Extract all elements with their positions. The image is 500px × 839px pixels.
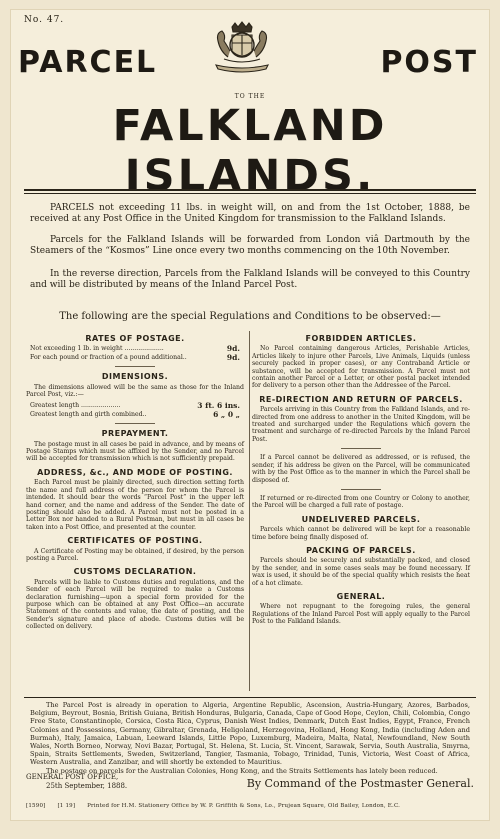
redirection-text-3: If returned or re-directed from one Country or Colony to another, the Parcel will be charged a full rate of postage. <box>252 494 470 510</box>
command-line: By Command of the Postmaster General. <box>246 777 474 790</box>
dimension-row-1 <box>26 402 244 409</box>
footer-divider <box>24 697 476 698</box>
dimension-2-value: 6 „ 0 „ <box>213 409 240 419</box>
packing-heading: PACKING OF PARCELS. <box>306 545 416 555</box>
section-rule <box>341 448 381 449</box>
redirection-text-1: Parcels arriving in this Country from the Falkland Islands, and re-directed from one address to another in the United Kingdom, will be treated and surcharged under the Regulations which govern the treatment and surcharge of re-directed Parcels by the Inland Parcel Post. <box>252 406 470 443</box>
header-divider <box>24 189 476 191</box>
poster-number: No. 47. <box>24 15 65 25</box>
prepayment-text: The postage must in all cases be paid in advance, and by means of Postage Stamps which must be affixed by the Sender, and no Parcel will be accepted for transmission which is not sufficiently prepaid. <box>26 440 244 463</box>
royal-coat-of-arms-icon <box>202 21 282 73</box>
dimension-2-label: Greatest length and girth combined.. <box>30 410 147 418</box>
intro-paragraph-1: PARCELS not exceeding 11 lbs. in weight will, on and from the 1st October, 1888, be received at any Post Office in the United Kingdom for transmission to the Falkland Islands. <box>30 203 470 224</box>
section-rule <box>115 423 155 424</box>
dimension-row-2 <box>26 411 244 418</box>
left-column <box>26 329 244 635</box>
prepayment-heading: PREPAYMENT. <box>101 429 169 439</box>
office-date: 25th September, 1888. <box>46 781 128 790</box>
dimensions-text: The dimensions allowed will be the same as those for the Inland Parcel Post, viz.:— <box>26 383 244 399</box>
certificates-heading: CERTIFICATES OF POSTING. <box>67 536 203 546</box>
address-text: Each Parcel must be plainly directed, such direction setting forth the name and full address of the person for whom the Parcel is intended. It should bear the words “Parcel Post” in the upper left hand corner, and the name and address of the Sender. The date of posting should also be added. A Parcel must not be posted in a Letter Box nor handed to a Rural Postman, but must in all cases be taken into a Post Office, and presented at the counter. <box>26 479 244 531</box>
rates-heading: RATES OF POSTAGE. <box>85 334 185 343</box>
undelivered-text: Parcels which cannot be delivered will be kept for a reasonable time before being finally disposed of. <box>252 526 470 541</box>
imprint-line <box>26 803 410 809</box>
customs-heading: CUSTOMS DECLARATION. <box>73 567 197 577</box>
header-divider-thin <box>24 193 476 194</box>
regulations-heading: The following are the special Regulations and Conditions to be observed:— <box>59 311 441 322</box>
countries-text: The Parcel Post is already in operation to Algeria, Argentine Republic, Ascension, Austria-Hungary, Azores, Barbados, Belgium, Beyrout, Bosnia, British Guiana, British Honduras, Bulgaria, Canada, Cape of Good Hope, Ceylon, Chili, Colombia, Congo Free State, Constantinople, Corsica, Costa Rica, Cyprus, Danish West Indies, Denmark, Dutch East Indies, Egypt, France, French Colonies and Possessions, Germany, Gibraltar, Grenada, Heligoland, Herzegovina, Holland, Hong Kong, India (including Aden and Burmah), Italy, Jamaica, Labuan, Leeward Islands, Little Popo, Luxemburg, Madeira, Malta, Natal, Newfoundland, New South Wales, North Borneo, Norway, Novi Bazar, Portugal, St. Helena, St. Lucia, St. Vincent, Sarawak, Servia, South Australia, Smyrna, Spain, Straits Settlements, Sweden, Switzerland, Tangier, Tasmania, Tobago, Trinidad, Tunis, Victoria, West Coast of Africa, Western Australia, and Zanzibar, and will shortly be extended to Mauritius. <box>30 701 470 767</box>
rate-2-value: 9d. <box>226 352 240 362</box>
intro-paragraph-2: Parcels for the Falkland Islands will be forwarded from London viâ Dartmouth by the Steamers of the “Kosmos” Line once every two months commencing on the 10th November. <box>30 235 470 256</box>
dimension-1-value: 3 ft. 6 ins. <box>197 401 240 411</box>
office-name: GENERAL POST OFFICE, <box>26 773 119 781</box>
poster-page <box>10 9 490 821</box>
title-post: POST <box>380 45 478 80</box>
rate-2-label: For each pound or fraction of a pound additional.. <box>30 353 187 361</box>
customs-text: Parcels will be liable to Customs duties and regulations, and the Sender of each Parcel will be required to make a Customs declaration furnishing—upon a special form provided for the purpose which can be obtained at any Post Office—an accurate Statement of the contents and value, the date of posting, and the Sender's signature and place of abode. Customs duties will be collected on delivery. <box>26 578 244 631</box>
rate-1-label: Not exceeding 1 lb. in weight .................... <box>30 345 164 353</box>
countries-block <box>30 701 470 775</box>
imprint-ref-2: [1 19] <box>57 803 76 809</box>
title-parcel: PARCEL <box>18 45 158 80</box>
undelivered-heading: UNDELIVERED PARCELS. <box>301 514 421 524</box>
rate-row-2 <box>26 354 244 361</box>
packing-text: Parcels should be securely and substantially packed, and closed by the sender, and in some cases seals may be found necessary. If wax is used, it should be of the special quality which resists the heat of a hot climate. <box>252 557 470 587</box>
forbidden-heading: FORBIDDEN ARTICLES. <box>305 334 417 343</box>
column-divider <box>249 331 250 691</box>
certificates-text: A Certificate of Posting may be obtained, if desired, by the person posting a Parcel. <box>26 547 244 562</box>
general-heading: GENERAL. <box>336 591 386 601</box>
redirection-heading: RE-DIRECTION AND RETURN OF PARCELS. <box>259 394 463 404</box>
rate-1-value: 9d. <box>226 344 240 354</box>
address-heading: ADDRESS, &c., AND MODE OF POSTING. <box>37 467 233 477</box>
imprint-printer: Printed for H.M. Stationery Office by W. P. Griffith & Sons, Lo., Prujean Square, Old Bailey, London, E.C. <box>87 803 401 809</box>
section-rule <box>115 366 155 367</box>
right-column <box>252 329 470 630</box>
redirection-text-2: If a Parcel cannot be delivered as addressed, or is refused, the sender, if his address be given on the Parcel, will be communicated with by the Post Office as to the manner in which the Parcel shall be disposed of. <box>252 454 470 484</box>
title-to-the: TO THE <box>234 93 266 100</box>
imprint-ref-1: [1590] <box>26 803 46 809</box>
section-rule <box>341 489 381 490</box>
office-block <box>26 773 127 790</box>
rate-row-1 <box>26 345 244 352</box>
general-text: Where not repugnant to the foregoing rules, the general Regulations of the Inland Parcel Post will apply equally to the Parcel Post to the Falkland Islands. <box>252 603 470 626</box>
dimension-1-label: Greatest length .................... <box>30 402 121 410</box>
intro-paragraph-3: In the reverse direction, Parcels from the Falkland Islands will be conveyed to this Country and will be distributed by means of the Inland Parcel Post. <box>30 269 470 290</box>
title-destination: FALKLAND ISLANDS. <box>112 101 388 201</box>
dimensions-heading: DIMENSIONS. <box>101 372 169 382</box>
forbidden-text: No Parcel containing dangerous Articles, Perishable Articles, Articles likely to injure other Parcels, Live Animals, Liquids (unless securely packed in proper cases), or any Contraband Article or substance, will be accepted for transmission. A Parcel must not contain another Parcel or a Letter, or other postal packet intended for delivery to a person other than the Addressee of the Parcel. <box>252 345 470 390</box>
australia-text: The postage on parcels for the Australian Colonies, Hong Kong, and the Straits Settlements has lately been reduced. <box>46 766 438 775</box>
